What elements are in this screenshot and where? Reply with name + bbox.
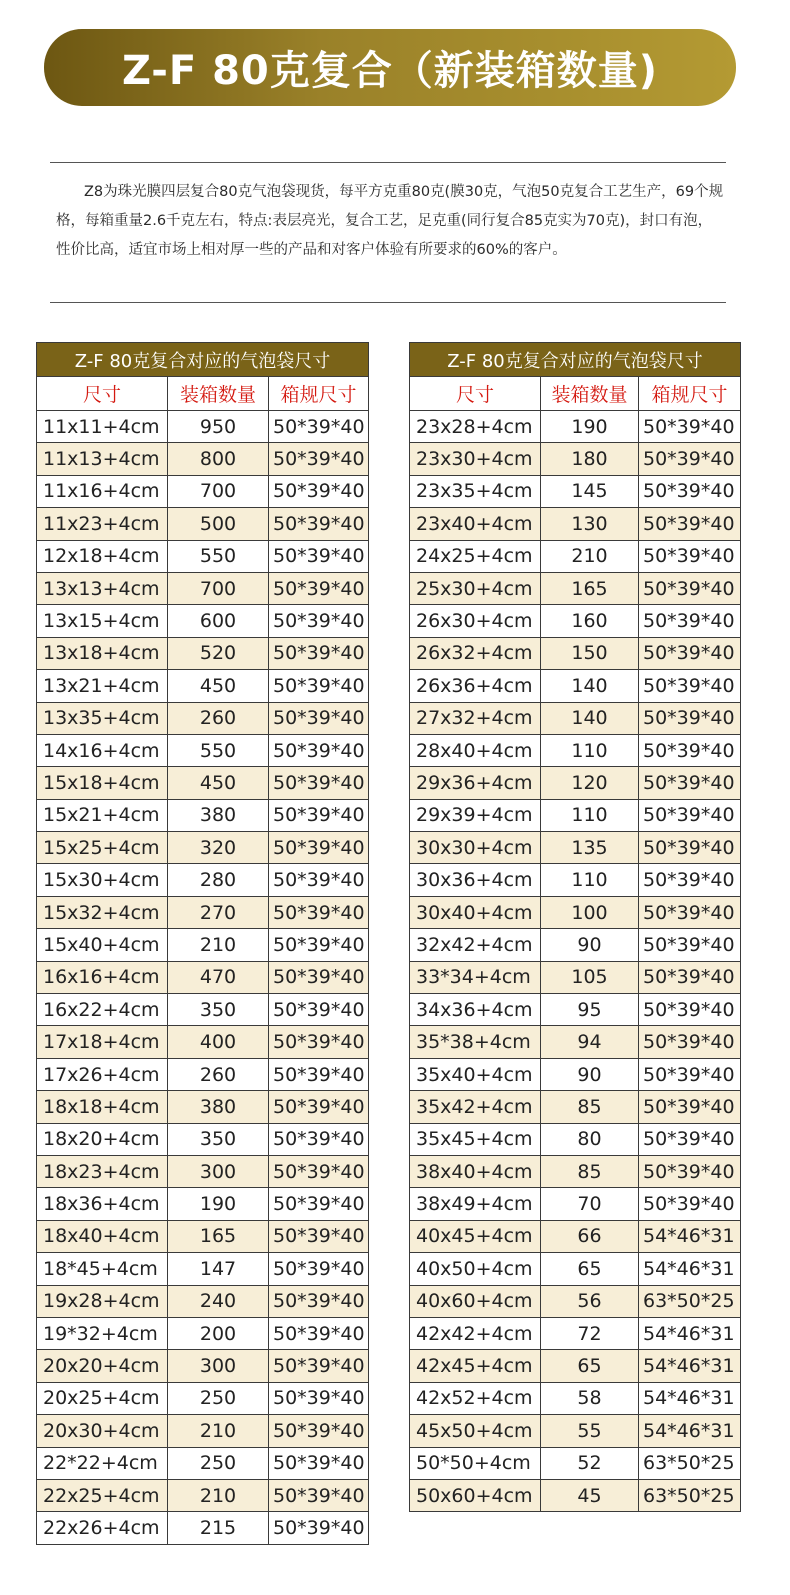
table-row [410, 734, 741, 766]
quantity-cell: 550 [168, 540, 269, 572]
table-row [410, 637, 741, 669]
quantity-cell: 105 [541, 961, 639, 993]
size-cell: 24x25+4cm [410, 540, 541, 572]
quantity-cell: 110 [541, 864, 639, 896]
size-cell: 13x13+4cm [37, 572, 168, 604]
quantity-cell: 240 [168, 1285, 269, 1317]
quantity-cell: 65 [541, 1253, 639, 1285]
quantity-cell: 165 [541, 572, 639, 604]
quantity-cell: 380 [168, 799, 269, 831]
table-row [37, 1479, 369, 1511]
table-row [410, 896, 741, 928]
table-row [410, 1415, 741, 1447]
box-size-cell: 50*39*40 [269, 1188, 369, 1220]
table-row [37, 1026, 369, 1058]
header-size: 尺寸 [410, 377, 541, 411]
quantity-cell: 700 [168, 572, 269, 604]
quantity-cell: 85 [541, 1155, 639, 1187]
quantity-cell: 270 [168, 896, 269, 928]
size-cell: 15x21+4cm [37, 799, 168, 831]
box-size-cell: 50*39*40 [639, 508, 741, 540]
quantity-cell: 95 [541, 994, 639, 1026]
size-cell: 30x36+4cm [410, 864, 541, 896]
quantity-cell: 250 [168, 1382, 269, 1414]
box-size-cell: 50*39*40 [639, 443, 741, 475]
table-caption-row [410, 343, 741, 377]
quantity-cell: 950 [168, 411, 269, 443]
quantity-cell: 450 [168, 767, 269, 799]
size-cell: 35x45+4cm [410, 1123, 541, 1155]
size-cell: 26x30+4cm [410, 605, 541, 637]
box-size-cell: 50*39*40 [269, 1447, 369, 1479]
quantity-cell: 300 [168, 1155, 269, 1187]
table-row [37, 961, 369, 993]
table-row [37, 994, 369, 1026]
quantity-cell: 320 [168, 832, 269, 864]
quantity-cell: 80 [541, 1123, 639, 1155]
table-row [37, 508, 369, 540]
quantity-cell: 165 [168, 1220, 269, 1252]
box-size-cell: 50*39*40 [269, 1026, 369, 1058]
size-cell: 11x23+4cm [37, 508, 168, 540]
box-size-cell: 50*39*40 [639, 1155, 741, 1187]
header-size: 尺寸 [37, 377, 168, 411]
size-cell: 23x30+4cm [410, 443, 541, 475]
table-caption-row [37, 343, 369, 377]
size-cell: 25x30+4cm [410, 572, 541, 604]
table-header-row [37, 377, 369, 411]
size-cell: 20x30+4cm [37, 1415, 168, 1447]
box-size-cell: 50*39*40 [269, 1350, 369, 1382]
quantity-cell: 350 [168, 994, 269, 1026]
box-size-cell: 50*39*40 [269, 1415, 369, 1447]
table-row [37, 1220, 369, 1252]
table-row [410, 1447, 741, 1479]
size-cell: 19x28+4cm [37, 1285, 168, 1317]
quantity-cell: 58 [541, 1382, 639, 1414]
quantity-cell: 470 [168, 961, 269, 993]
size-cell: 19*32+4cm [37, 1317, 168, 1349]
quantity-cell: 140 [541, 702, 639, 734]
table-row [37, 411, 369, 443]
size-cell: 50*50+4cm [410, 1447, 541, 1479]
quantity-cell: 55 [541, 1415, 639, 1447]
box-size-cell: 50*39*40 [639, 1188, 741, 1220]
size-cell: 40x50+4cm [410, 1253, 541, 1285]
table-row [410, 1026, 741, 1058]
quantity-cell: 85 [541, 1091, 639, 1123]
quantity-cell: 135 [541, 832, 639, 864]
quantity-cell: 180 [541, 443, 639, 475]
size-cell: 29x36+4cm [410, 767, 541, 799]
size-cell: 11x16+4cm [37, 475, 168, 507]
size-cell: 35*38+4cm [410, 1026, 541, 1058]
table-row [410, 508, 741, 540]
size-cell: 26x36+4cm [410, 670, 541, 702]
size-cell: 18*45+4cm [37, 1253, 168, 1285]
table-row [37, 670, 369, 702]
table-row [37, 572, 369, 604]
size-cell: 30x30+4cm [410, 832, 541, 864]
box-size-cell: 50*39*40 [269, 605, 369, 637]
size-table-right [409, 342, 741, 1512]
size-cell: 17x26+4cm [37, 1058, 168, 1090]
table-row [410, 1317, 741, 1349]
quantity-cell: 200 [168, 1317, 269, 1349]
box-size-cell: 50*39*40 [269, 572, 369, 604]
quantity-cell: 100 [541, 896, 639, 928]
size-cell: 14x16+4cm [37, 734, 168, 766]
quantity-cell: 120 [541, 767, 639, 799]
size-cell: 32x42+4cm [410, 929, 541, 961]
size-cell: 38x40+4cm [410, 1155, 541, 1187]
size-cell: 20x20+4cm [37, 1350, 168, 1382]
box-size-cell: 50*39*40 [269, 1479, 369, 1511]
table-caption: Z-F 80克复合对应的气泡袋尺寸 [410, 343, 741, 377]
box-size-cell: 50*39*40 [639, 1026, 741, 1058]
box-size-cell: 50*39*40 [639, 799, 741, 831]
box-size-cell: 50*39*40 [269, 734, 369, 766]
quantity-cell: 400 [168, 1026, 269, 1058]
box-size-cell: 50*39*40 [639, 961, 741, 993]
quantity-cell: 210 [541, 540, 639, 572]
size-cell: 40x45+4cm [410, 1220, 541, 1252]
box-size-cell: 50*39*40 [639, 605, 741, 637]
box-size-cell: 63*50*25 [639, 1447, 741, 1479]
quantity-cell: 215 [168, 1512, 269, 1544]
size-cell: 27x32+4cm [410, 702, 541, 734]
box-size-cell: 50*39*40 [269, 1220, 369, 1252]
table-row [410, 670, 741, 702]
box-size-cell: 50*39*40 [269, 443, 369, 475]
size-cell: 42x52+4cm [410, 1382, 541, 1414]
box-size-cell: 50*39*40 [269, 475, 369, 507]
size-cell: 16x22+4cm [37, 994, 168, 1026]
quantity-cell: 210 [168, 929, 269, 961]
table-row [37, 1415, 369, 1447]
size-cell: 50x60+4cm [410, 1479, 541, 1511]
quantity-cell: 65 [541, 1350, 639, 1382]
table-row [37, 1447, 369, 1479]
table-row [37, 767, 369, 799]
box-size-cell: 50*39*40 [639, 832, 741, 864]
table-row [410, 1253, 741, 1285]
size-cell: 38x49+4cm [410, 1188, 541, 1220]
table-row [37, 1285, 369, 1317]
box-size-cell: 54*46*31 [639, 1220, 741, 1252]
quantity-cell: 45 [541, 1479, 639, 1511]
box-size-cell: 50*39*40 [269, 1253, 369, 1285]
box-size-cell: 50*39*40 [269, 1512, 369, 1544]
quantity-cell: 190 [168, 1188, 269, 1220]
box-size-cell: 50*39*40 [639, 702, 741, 734]
box-size-cell: 50*39*40 [639, 1091, 741, 1123]
box-size-cell: 50*39*40 [269, 896, 369, 928]
table-row [37, 832, 369, 864]
quantity-cell: 90 [541, 1058, 639, 1090]
size-cell: 42x45+4cm [410, 1350, 541, 1382]
quantity-cell: 280 [168, 864, 269, 896]
quantity-cell: 380 [168, 1091, 269, 1123]
table-row [410, 961, 741, 993]
size-cell: 15x25+4cm [37, 832, 168, 864]
box-size-cell: 50*39*40 [639, 896, 741, 928]
size-cell: 22x25+4cm [37, 1479, 168, 1511]
size-cell: 11x11+4cm [37, 411, 168, 443]
size-cell: 18x23+4cm [37, 1155, 168, 1187]
box-size-cell: 50*39*40 [269, 1382, 369, 1414]
box-size-cell: 50*39*40 [639, 572, 741, 604]
table-row [410, 1091, 741, 1123]
box-size-cell: 50*39*40 [269, 508, 369, 540]
box-size-cell: 54*46*31 [639, 1382, 741, 1414]
box-size-cell: 54*46*31 [639, 1415, 741, 1447]
size-cell: 20x25+4cm [37, 1382, 168, 1414]
table-row [410, 929, 741, 961]
size-cell: 35x42+4cm [410, 1091, 541, 1123]
size-cell: 40x60+4cm [410, 1285, 541, 1317]
quantity-cell: 56 [541, 1285, 639, 1317]
size-cell: 34x36+4cm [410, 994, 541, 1026]
table-row [410, 767, 741, 799]
table-row [37, 1382, 369, 1414]
size-cell: 16x16+4cm [37, 961, 168, 993]
quantity-cell: 145 [541, 475, 639, 507]
table-row [410, 799, 741, 831]
quantity-cell: 800 [168, 443, 269, 475]
table-row [37, 1058, 369, 1090]
box-size-cell: 50*39*40 [639, 1058, 741, 1090]
size-cell: 26x32+4cm [410, 637, 541, 669]
table-row [37, 637, 369, 669]
quantity-cell: 600 [168, 605, 269, 637]
box-size-cell: 50*39*40 [269, 1317, 369, 1349]
table-header-row [410, 377, 741, 411]
table-row [410, 572, 741, 604]
box-size-cell: 50*39*40 [269, 1091, 369, 1123]
box-size-cell: 63*50*25 [639, 1479, 741, 1511]
size-cell: 15x40+4cm [37, 929, 168, 961]
size-cell: 15x30+4cm [37, 864, 168, 896]
table-row [410, 443, 741, 475]
size-cell: 35x40+4cm [410, 1058, 541, 1090]
box-size-cell: 50*39*40 [639, 994, 741, 1026]
size-cell: 11x13+4cm [37, 443, 168, 475]
table-row [37, 540, 369, 572]
quantity-cell: 150 [541, 637, 639, 669]
size-cell: 23x40+4cm [410, 508, 541, 540]
table-row [37, 702, 369, 734]
table-row [410, 864, 741, 896]
quantity-cell: 110 [541, 799, 639, 831]
size-cell: 13x21+4cm [37, 670, 168, 702]
quantity-cell: 110 [541, 734, 639, 766]
box-size-cell: 50*39*40 [269, 832, 369, 864]
quantity-cell: 450 [168, 670, 269, 702]
table-row [410, 702, 741, 734]
quantity-cell: 190 [541, 411, 639, 443]
size-cell: 33*34+4cm [410, 961, 541, 993]
box-size-cell: 50*39*40 [269, 994, 369, 1026]
quantity-cell: 52 [541, 1447, 639, 1479]
size-cell: 13x35+4cm [37, 702, 168, 734]
size-cell: 28x40+4cm [410, 734, 541, 766]
quantity-cell: 250 [168, 1447, 269, 1479]
quantity-cell: 520 [168, 637, 269, 669]
box-size-cell: 50*39*40 [269, 767, 369, 799]
bottom-divider [50, 302, 726, 303]
table-row [410, 994, 741, 1026]
size-cell: 15x18+4cm [37, 767, 168, 799]
table-row [37, 1155, 369, 1187]
size-cell: 45x50+4cm [410, 1415, 541, 1447]
table-row [37, 1091, 369, 1123]
box-size-cell: 50*39*40 [269, 702, 369, 734]
header-box-size: 箱规尺寸 [639, 377, 741, 411]
size-cell: 42x42+4cm [410, 1317, 541, 1349]
table-row [410, 1220, 741, 1252]
table-row [410, 1285, 741, 1317]
box-size-cell: 50*39*40 [639, 929, 741, 961]
box-size-cell: 50*39*40 [639, 637, 741, 669]
table-row [37, 1317, 369, 1349]
size-cell: 18x36+4cm [37, 1188, 168, 1220]
quantity-cell: 140 [541, 670, 639, 702]
quantity-cell: 147 [168, 1253, 269, 1285]
quantity-cell: 260 [168, 702, 269, 734]
table-row [410, 1058, 741, 1090]
table-row [410, 605, 741, 637]
box-size-cell: 50*39*40 [269, 799, 369, 831]
box-size-cell: 50*39*40 [269, 670, 369, 702]
table-row [37, 896, 369, 928]
box-size-cell: 50*39*40 [269, 1155, 369, 1187]
box-size-cell: 50*39*40 [639, 767, 741, 799]
table-row [410, 1350, 741, 1382]
box-size-cell: 50*39*40 [639, 1123, 741, 1155]
table-row [37, 443, 369, 475]
size-cell: 22*22+4cm [37, 1447, 168, 1479]
table-row [37, 799, 369, 831]
table-row [410, 1155, 741, 1187]
quantity-cell: 66 [541, 1220, 639, 1252]
header-quantity: 装箱数量 [541, 377, 639, 411]
title-banner [44, 29, 736, 106]
table-row [37, 734, 369, 766]
banner-title: Z-F 80克复合（新装箱数量) [121, 48, 659, 94]
table-row [410, 475, 741, 507]
quantity-cell: 72 [541, 1317, 639, 1349]
table-row [410, 1188, 741, 1220]
table-row [37, 1188, 369, 1220]
table-caption: Z-F 80克复合对应的气泡袋尺寸 [37, 343, 369, 377]
quantity-cell: 700 [168, 475, 269, 507]
box-size-cell: 50*39*40 [639, 670, 741, 702]
table-row [410, 1382, 741, 1414]
quantity-cell: 130 [541, 508, 639, 540]
quantity-cell: 550 [168, 734, 269, 766]
quantity-cell: 70 [541, 1188, 639, 1220]
top-divider [50, 162, 726, 163]
box-size-cell: 54*46*31 [639, 1253, 741, 1285]
size-cell: 22x26+4cm [37, 1512, 168, 1544]
box-size-cell: 50*39*40 [639, 540, 741, 572]
box-size-cell: 50*39*40 [269, 864, 369, 896]
table-row [37, 475, 369, 507]
box-size-cell: 50*39*40 [269, 961, 369, 993]
table-row [410, 540, 741, 572]
quantity-cell: 160 [541, 605, 639, 637]
header-quantity: 装箱数量 [168, 377, 269, 411]
box-size-cell: 50*39*40 [269, 540, 369, 572]
size-table-left [36, 342, 369, 1545]
table-row [37, 605, 369, 637]
box-size-cell: 63*50*25 [639, 1285, 741, 1317]
box-size-cell: 50*39*40 [639, 411, 741, 443]
box-size-cell: 50*39*40 [269, 1123, 369, 1155]
table-row [410, 1123, 741, 1155]
size-cell: 13x15+4cm [37, 605, 168, 637]
size-cell: 30x40+4cm [410, 896, 541, 928]
table-row [37, 1512, 369, 1544]
size-cell: 29x39+4cm [410, 799, 541, 831]
size-cell: 13x18+4cm [37, 637, 168, 669]
table-row [37, 929, 369, 961]
size-cell: 23x35+4cm [410, 475, 541, 507]
box-size-cell: 50*39*40 [269, 637, 369, 669]
size-cell: 18x20+4cm [37, 1123, 168, 1155]
table-row [410, 411, 741, 443]
quantity-cell: 350 [168, 1123, 269, 1155]
box-size-cell: 54*46*31 [639, 1317, 741, 1349]
box-size-cell: 54*46*31 [639, 1350, 741, 1382]
box-size-cell: 50*39*40 [269, 929, 369, 961]
size-cell: 23x28+4cm [410, 411, 541, 443]
quantity-cell: 90 [541, 929, 639, 961]
box-size-cell: 50*39*40 [639, 734, 741, 766]
box-size-cell: 50*39*40 [269, 1058, 369, 1090]
quantity-cell: 300 [168, 1350, 269, 1382]
quantity-cell: 94 [541, 1026, 639, 1058]
box-size-cell: 50*39*40 [639, 864, 741, 896]
table-row [410, 832, 741, 864]
quantity-cell: 260 [168, 1058, 269, 1090]
size-cell: 17x18+4cm [37, 1026, 168, 1058]
table-row [37, 1253, 369, 1285]
table-row [37, 864, 369, 896]
product-description: Z8为珠光膜四层复合80克气泡袋现货，每平方克重80克(膜30克，气泡50克复合工艺生产，69个规格，每箱重量2.6千克左右，特点:表层亮光，复合工艺，足克重(同行复合85克实为70克)，封口有泡，性价比高，适宜市场上相对厚一些的产品和对客户体验有所要求的60%的客户。 [56, 184, 724, 258]
box-size-cell: 50*39*40 [269, 411, 369, 443]
quantity-cell: 500 [168, 508, 269, 540]
size-cell: 18x18+4cm [37, 1091, 168, 1123]
size-cell: 15x32+4cm [37, 896, 168, 928]
size-cell: 18x40+4cm [37, 1220, 168, 1252]
table-row [410, 1479, 741, 1511]
header-box-size: 箱规尺寸 [269, 377, 369, 411]
table-row [37, 1350, 369, 1382]
box-size-cell: 50*39*40 [269, 1285, 369, 1317]
quantity-cell: 210 [168, 1479, 269, 1511]
table-row [37, 1123, 369, 1155]
size-cell: 12x18+4cm [37, 540, 168, 572]
quantity-cell: 210 [168, 1415, 269, 1447]
box-size-cell: 50*39*40 [639, 475, 741, 507]
